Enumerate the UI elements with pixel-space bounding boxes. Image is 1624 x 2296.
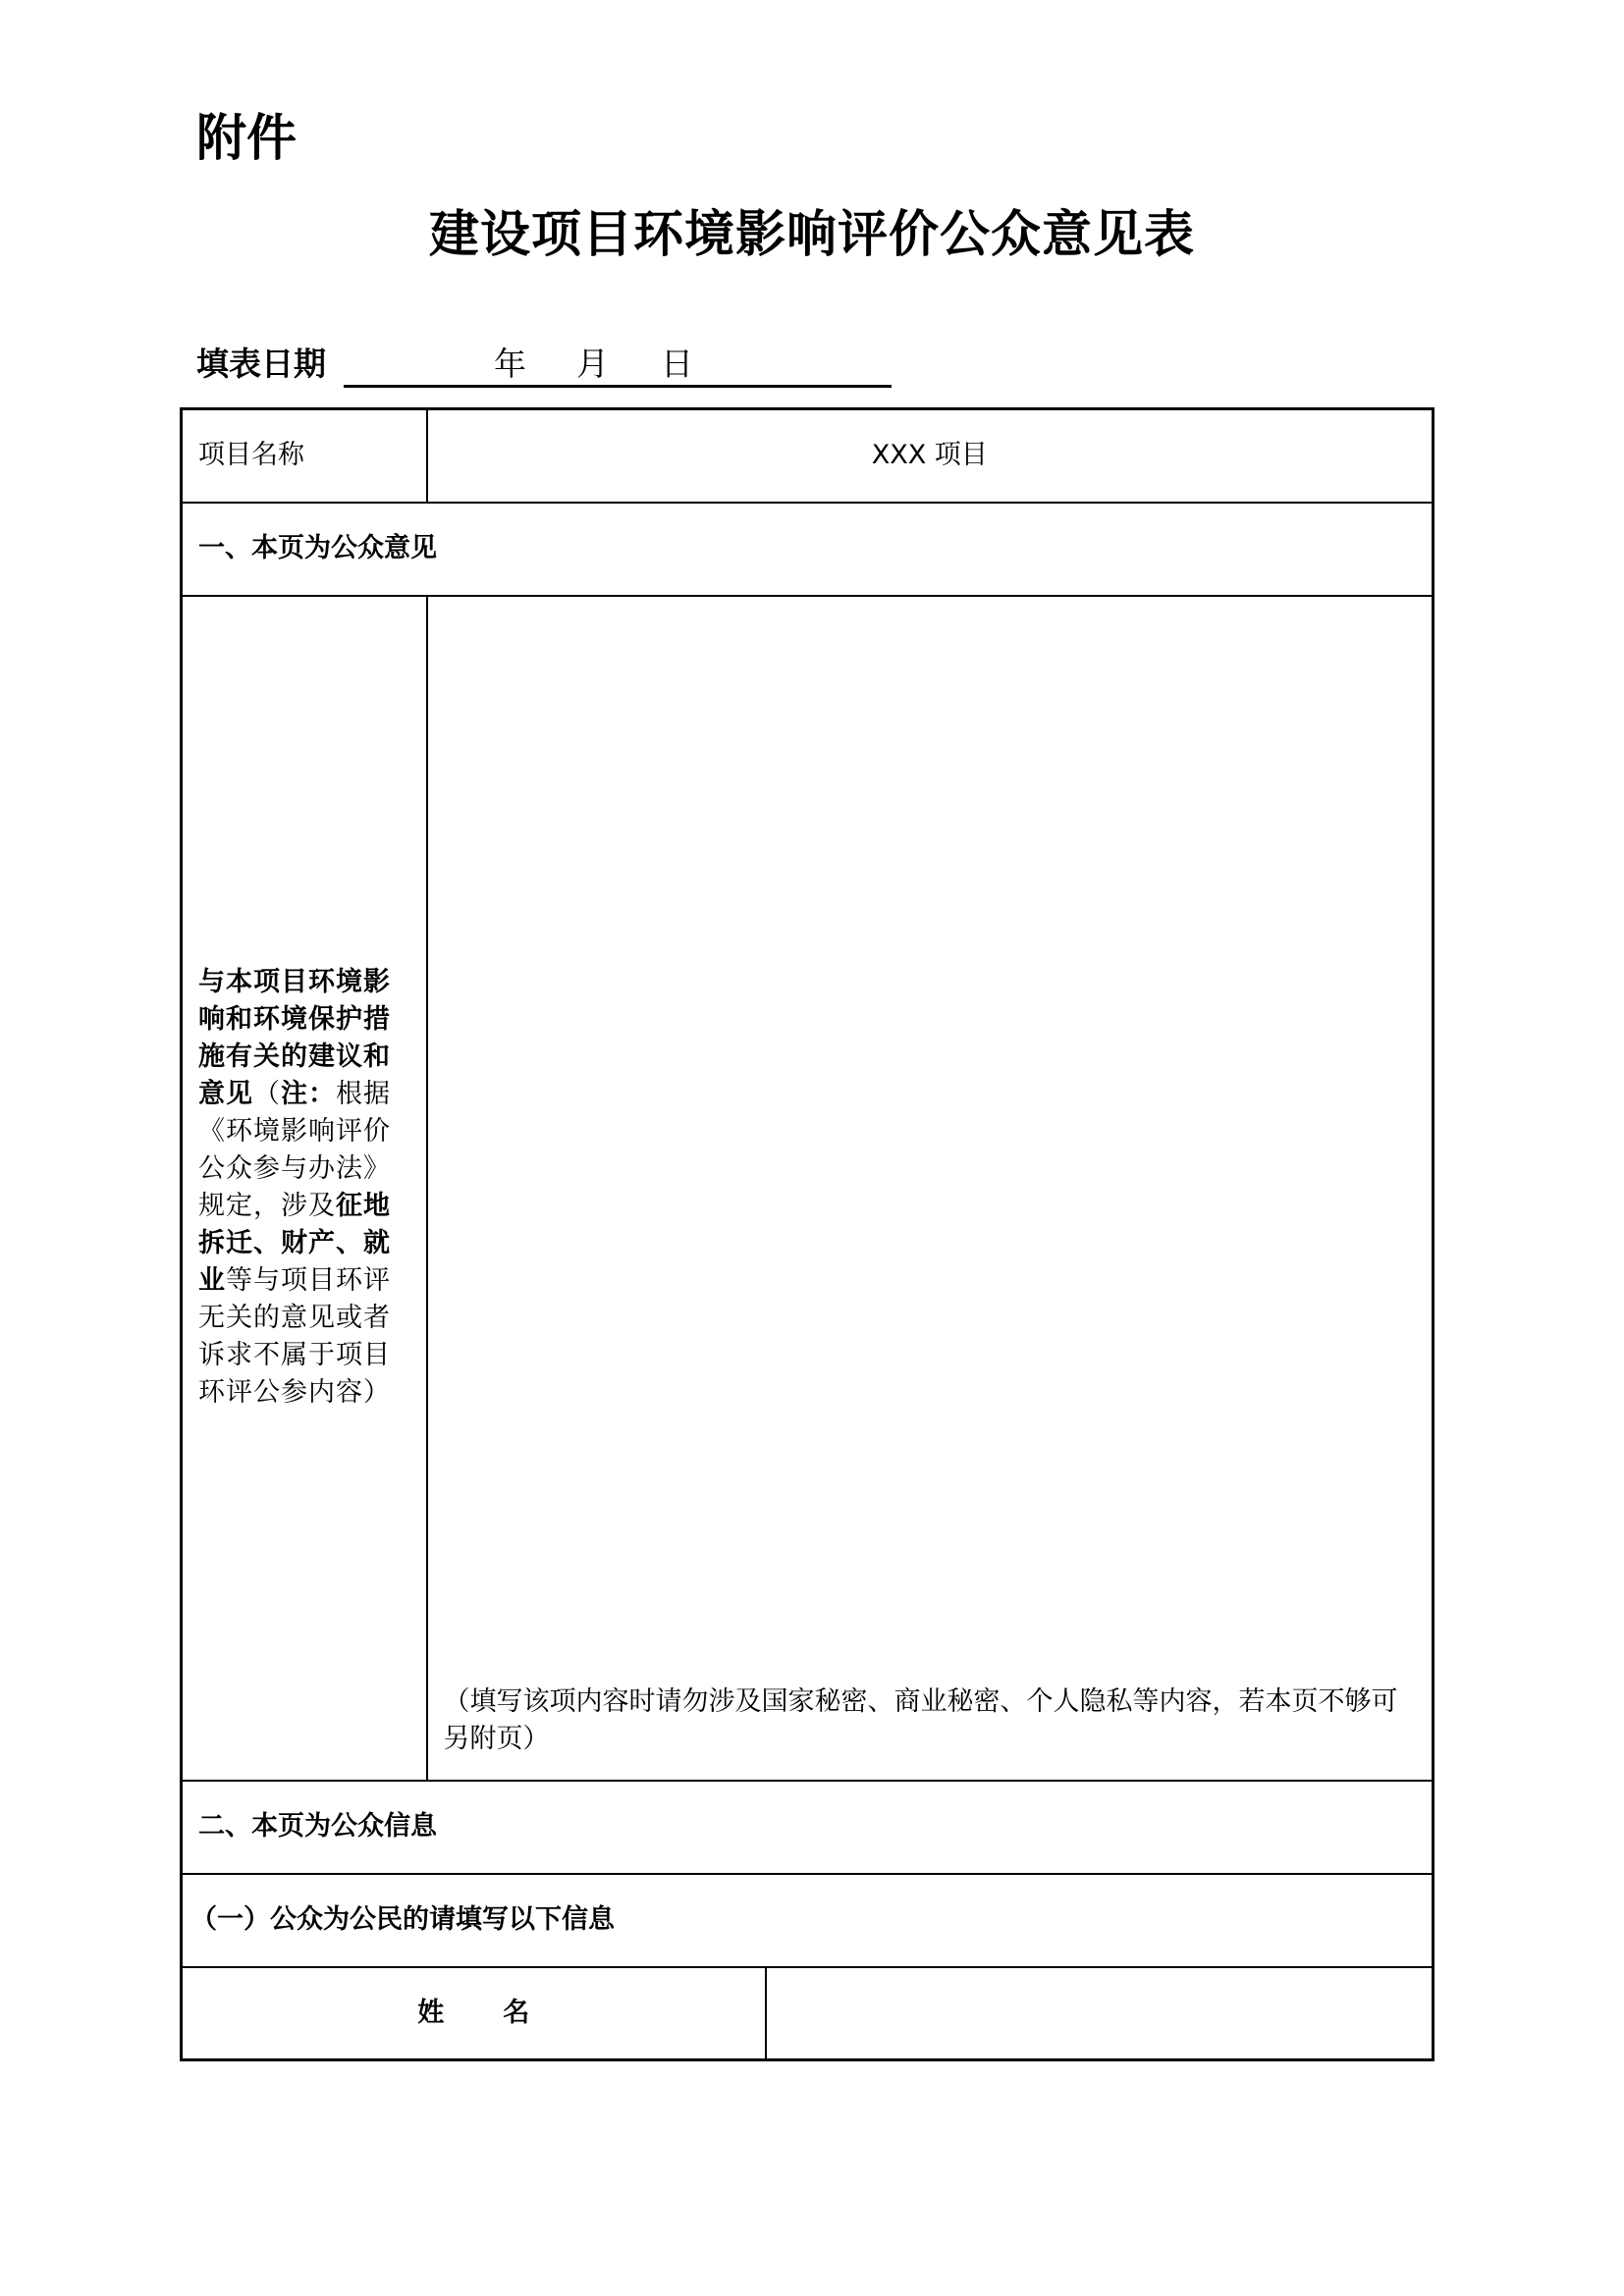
fill-date-day-label: 日 <box>661 345 693 383</box>
section-two-row <box>182 1781 1434 1874</box>
citizen-subsection-heading: （一）公众为公民的请填写以下信息 <box>182 1874 1434 1967</box>
opinion-privacy-note: （填写该项内容时请勿涉及国家秘密、商业秘密、个人隐私等内容，若本页不够可另附页） <box>443 1685 1398 1754</box>
name-input[interactable] <box>766 1967 1434 2060</box>
opinion-row <box>182 596 1434 1781</box>
opinion-label-note-tail: 等与项目环评无关的意见或者诉求不属于项目环评公参内容） <box>198 1265 391 1408</box>
opinion-label <box>198 964 414 1412</box>
attachment-label: 附件 <box>196 110 298 168</box>
opinion-label-cell <box>182 596 427 1781</box>
document-title: 建设项目环境影响评价公众意见表 <box>428 206 1195 264</box>
section-one-heading: 一、本页为公众意见 <box>182 503 1434 596</box>
opinion-label-paren-open: （ <box>253 1079 281 1109</box>
project-name-value[interactable]: XXX 项目 <box>427 409 1434 503</box>
fill-date-label: 填表日期 <box>196 345 326 383</box>
citizen-subsection-row <box>182 1874 1434 1967</box>
opinion-label-excluded-topics: 征地拆迁、财产、就业 <box>198 1191 391 1296</box>
fill-date-blank[interactable] <box>344 385 892 388</box>
opinion-label-note-mark: 注： <box>281 1079 336 1109</box>
opinion-label-note-text: 根据《环境影响评价公众参与办法》规定，涉及 <box>198 1079 391 1221</box>
opinion-label-title: 与本项目环境影响和环境保护措施有关的建议和意见 <box>198 967 391 1109</box>
name-label: 姓名 <box>182 1967 766 2060</box>
opinion-input-area[interactable] <box>427 596 1434 1781</box>
public-opinion-form <box>180 407 1435 2061</box>
project-name-label: 项目名称 <box>182 409 427 503</box>
name-row <box>182 1967 1434 2060</box>
project-name-row <box>182 409 1434 503</box>
section-one-row <box>182 503 1434 596</box>
section-two-heading: 二、本页为公众信息 <box>182 1781 1434 1874</box>
fill-date-month-label: 月 <box>576 345 609 383</box>
fill-date-year-label: 年 <box>494 345 526 383</box>
